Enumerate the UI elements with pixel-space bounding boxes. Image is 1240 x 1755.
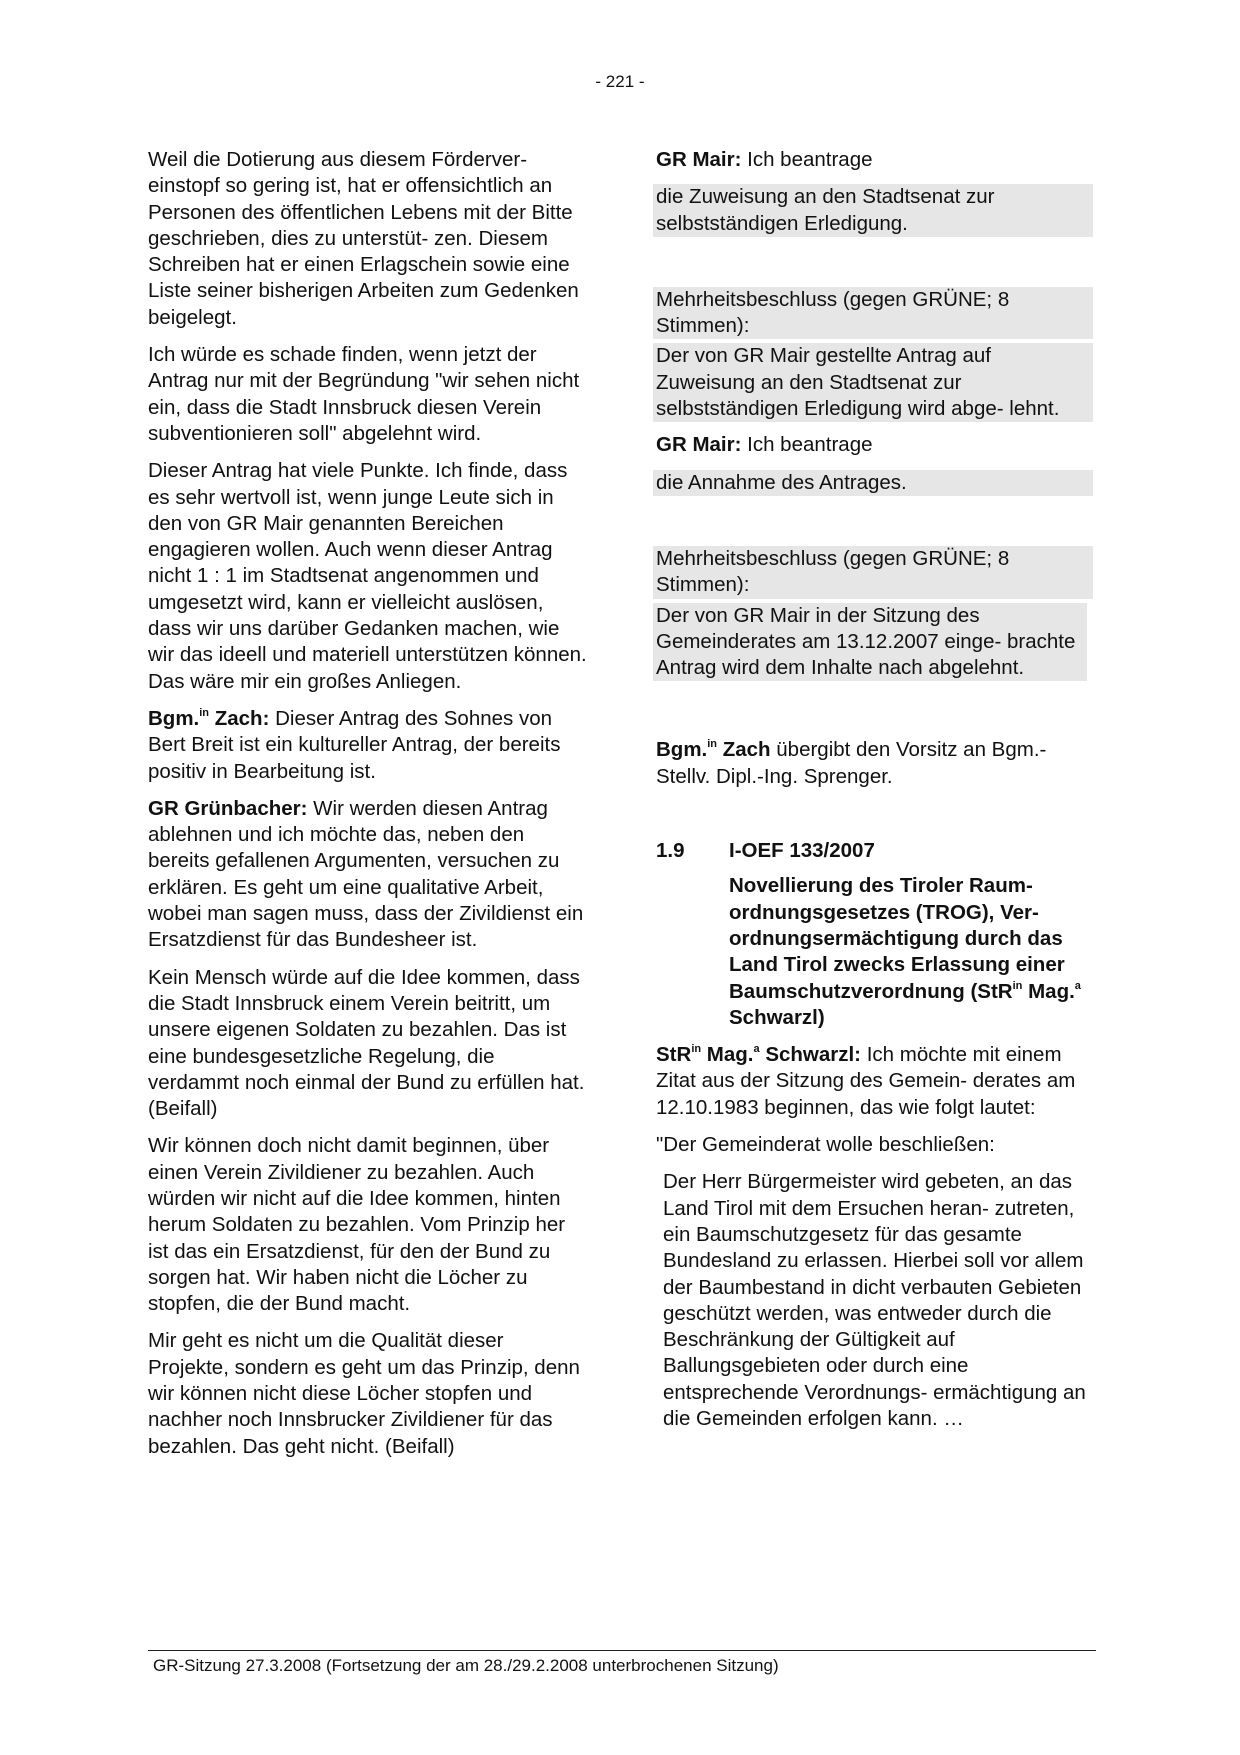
paragraph: Bgm.$^{in}$ Zach übergibt den Vorsitz an Bgm.-Stellv. Dipl.-Ing. Sprenger. (656, 738, 1047, 788)
paragraph: Wir können doch nicht damit beginnen, über einen Verein Zivildiener zu bezahlen. Auch würden wir nicht auf die Idee kommen, hinten herum Soldaten zu bezahlen. Vom Prinzip her ist das ein Ersatzdienst, für den der Bund zu sorgen hat. Wir haben nicht die Löcher zu stopfen, die der Bund macht. (148, 1134, 566, 1316)
speaker-name: Bgm.$^{in}$ Zach (656, 738, 771, 762)
footer: GR-Sitzung 27.3.2008 (Fortsetzung der am 28./29.2.2008 unterbrochenen Sitzung) (153, 1656, 779, 1675)
agenda-item-title: Novellierung des Tiroler Raum- ordnungsgesetzes (TROG), Ver- ordnungsermächtigung durch das Land Tirol zwecks Erlassung einer Baumschutzverordnung (StR$^{in}$ Mag.$^a$ Schwarzl) (729, 874, 1081, 1029)
paragraph: StR$^{in}$ Mag.$^a$ Schwarzl: Ich möchte mit einem Zitat aus der Sitzung des Gemein- derates am 12.10.1983 beginnen, das wie folgt lautet: (656, 1043, 1076, 1119)
speaker-name: GR Mair: (656, 433, 742, 457)
motion-box: die Annahme des Antrages. (653, 470, 1093, 496)
paragraph: Ich würde es schade finden, wenn jetzt der Antrag nur mit der Begründung "wir sehen nicht ein, dass die Stadt Innsbruck diesen Verein subventionieren soll" abgelehnt wird. (148, 343, 580, 445)
resolution-box: Mehrheitsbeschluss (gegen GRÜNE; 8 Stimmen): (653, 287, 1093, 340)
resolution-text-box: Der von GR Mair in der Sitzung des Gemeinderates am 13.12.2007 einge- brachte Antrag wird dem Inhalte nach abgelehnt. (653, 603, 1087, 682)
paragraph: Mir geht es nicht um die Qualität dieser Projekte, sondern es geht um das Prinzip, denn wir können nicht diese Löcher stopfen und nachher noch Innsbrucker Zivildiener für das bezahlen. Das geht nicht. (Beifall) (148, 1329, 580, 1458)
page-number: - 221 - (595, 72, 645, 91)
paragraph: GR Grünbacher: Wir werden diesen Antrag ablehnen und ich möchte das, neben den bereits gefallenen Argumenten, versuchen zu erklären. Es geht um eine qualitative Arbeit, wobei man sagen muss, dass der Zivildienst ein Ersatzdienst für das Bundesheer ist. (148, 796, 584, 952)
footer-divider (148, 1650, 1096, 1651)
paragraph: Dieser Antrag hat viele Punkte. Ich finde, dass es sehr wertvoll ist, wenn junge Leute sich in den von GR Mair genannten Bereichen engagieren wollen. Auch wenn dieser Antrag nicht 1 : 1 im Stadtsenat angenommen und umgesetzt wird, kann er vielleicht auslösen, dass wir uns darüber Gedanken machen, wie wir das ideell und materiell unterstützen können. Das wäre mir ein großes Anliegen. (148, 459, 587, 693)
speaker-name: Bgm.$^{in}$ Zach: (148, 706, 270, 730)
resolution-box: Mehrheitsbeschluss (gegen GRÜNE; 8 Stimmen): (653, 546, 1093, 599)
paragraph: GR Mair: Ich beantrage (656, 148, 873, 171)
paragraph: GR Mair: Ich beantrage (656, 433, 873, 457)
right-column (656, 147, 1096, 1443)
paragraph: Bgm.$^{in}$ Zach: Dieser Antrag des Sohnes von Bert Breit ist ein kultureller Antrag, der bereits positiv in Bearbeitung ist. (148, 706, 561, 783)
paragraph: Kein Mensch würde auf die Idee kommen, dass die Stadt Innsbruck einem Verein beitritt, um unsere eigenen Soldaten zu bezahlen. Das ist eine bundesgesetzliche Regelung, die verdammt noch einmal der Bund zu erfüllen hat. (Beifall) (148, 965, 585, 1121)
resolution-text-box: Der von GR Mair gestellte Antrag auf Zuweisung an den Stadtsenat zur selbstständigen Erledigung wird abge- lehnt. (653, 343, 1093, 422)
paragraph: Weil die Dotierung aus diesem Förderver- einstopf so gering ist, hat er offensichtlich an Personen des öffentlichen Lebens mit der Bitte geschrieben, dies zu unterstüt- zen. Diesem Schreiben hat er einen Erlagschein sowie eine Liste seiner bisherigen Arbeiten zum Gedenken beigelegt. (148, 148, 579, 329)
motion-box: die Zuweisung an den Stadtsenat zur selbstständigen Erledigung. (653, 184, 1093, 237)
agenda-item-heading (656, 838, 1096, 864)
agenda-item-code: I-OEF 133/2007 (729, 839, 875, 863)
speaker-name: GR Grünbacher: (148, 796, 308, 820)
quoted-paragraph: Der Herr Bürgermeister wird gebeten, an das Land Tirol mit dem Ersuchen heran- zutreten, ein Baumschutzgesetz für das gesamte Bundesland zu erlassen. Hierbei soll vor allem der Baumbestand in dicht verbauten Gebieten geschützt werden, was entweder durch die Beschränkung der Gültigkeit auf Ballungsgebieten oder durch eine entsprechende Verordnungs- ermächtigung an die Gemeinden erfolgen kann. … (663, 1170, 1086, 1430)
speaker-name: GR Mair: (656, 148, 742, 171)
left-column (148, 147, 588, 1471)
agenda-item-number: 1.9 (656, 839, 685, 863)
speaker-name: StR$^{in}$ Mag.$^a$ Schwarzl: (656, 1043, 862, 1067)
paragraph: "Der Gemeinderat wolle beschließen: (656, 1133, 995, 1157)
